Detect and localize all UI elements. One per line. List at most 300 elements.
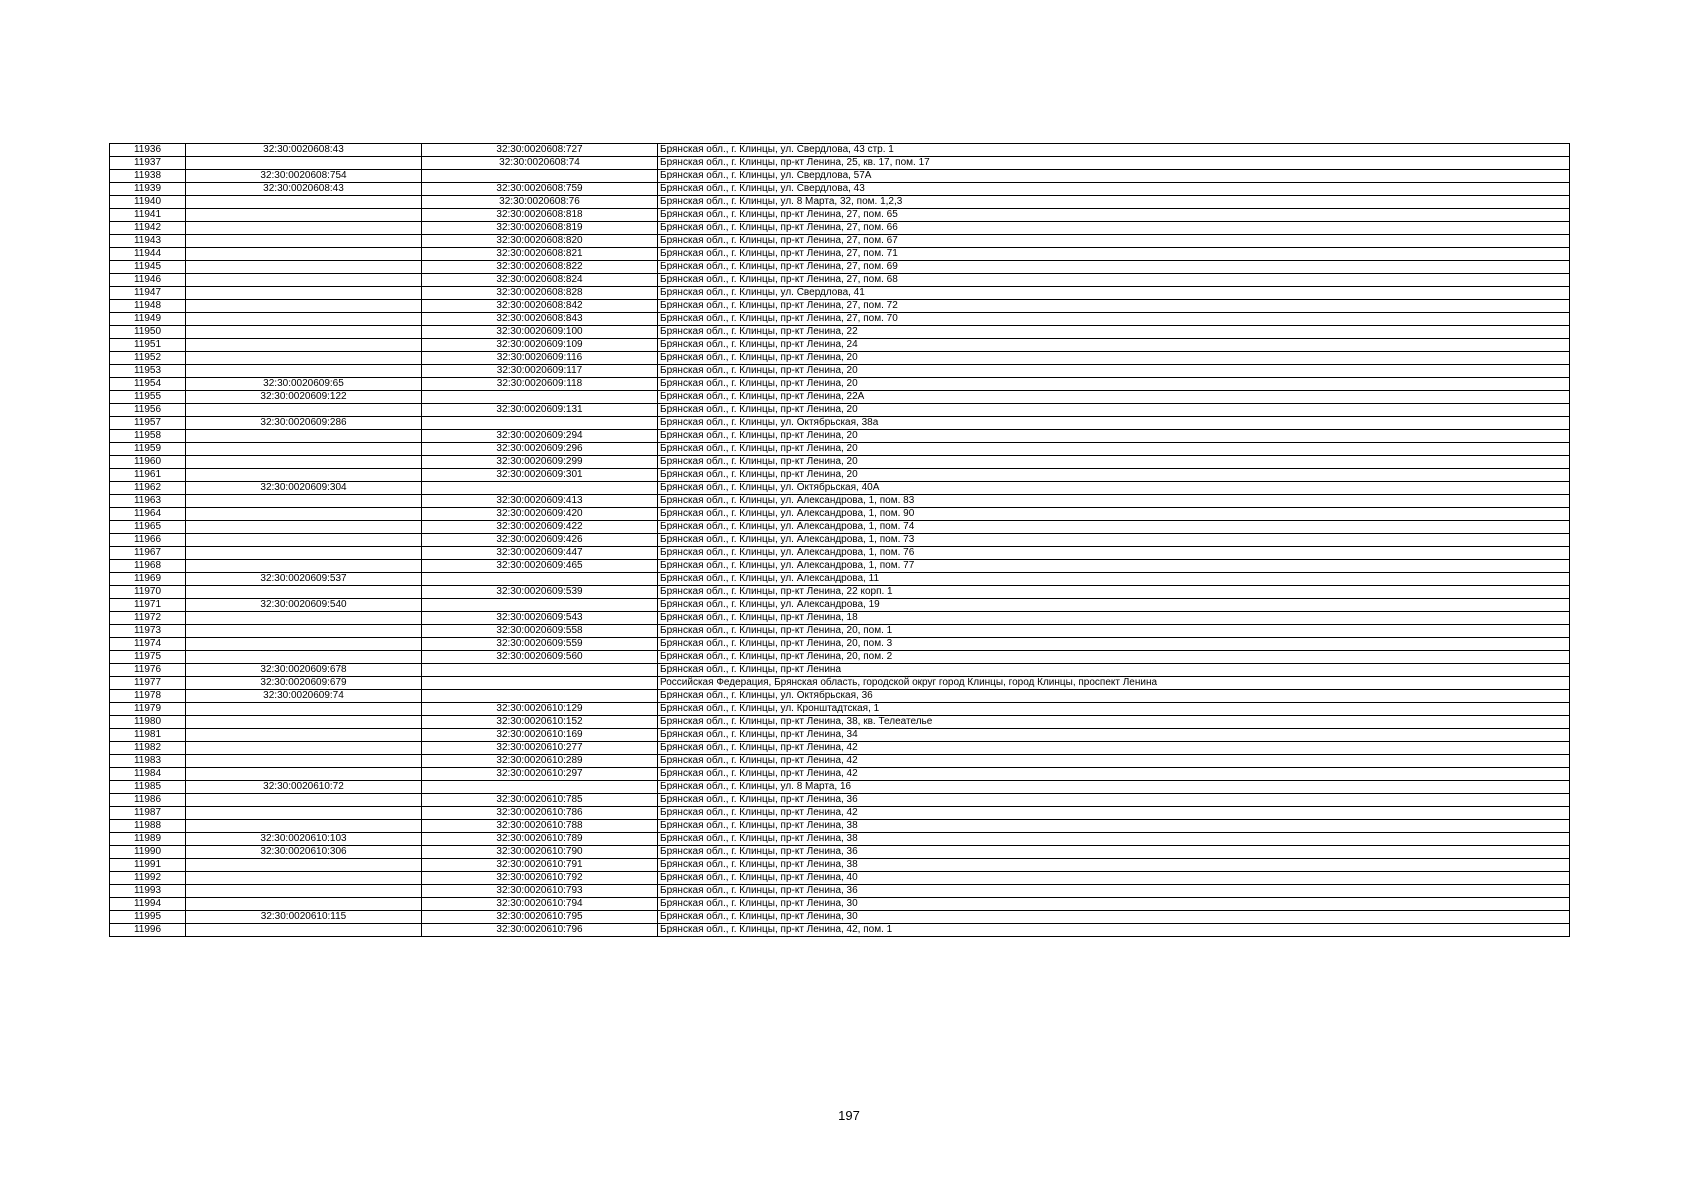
parent-cadastral-number-cell	[186, 235, 422, 248]
parent-cadastral-number-cell	[186, 716, 422, 729]
table-row	[110, 612, 1570, 625]
parent-cadastral-number-cell	[186, 703, 422, 716]
address-cell: Брянская обл., г. Клинцы, пр-кт Ленина, 38	[658, 833, 1570, 846]
cadastral-number-cell: 32:30:0020610:792	[422, 872, 658, 885]
address-cell: Брянская обл., г. Клинцы, пр-кт Ленина, 27, пом. 72	[658, 300, 1570, 313]
address-cell: Брянская обл., г. Клинцы, ул. 8 Марта, 16	[658, 781, 1570, 794]
address-cell: Брянская обл., г. Клинцы, пр-кт Ленина, 20	[658, 404, 1570, 417]
address-cell: Брянская обл., г. Клинцы, пр-кт Ленина, 20, пом. 1	[658, 625, 1570, 638]
table-row	[110, 326, 1570, 339]
parent-cadastral-number-cell	[186, 534, 422, 547]
row-number-cell: 11988	[110, 820, 186, 833]
cadastral-number-cell: 32:30:0020610:297	[422, 768, 658, 781]
parent-cadastral-number-cell	[186, 456, 422, 469]
cadastral-number-cell: 32:30:0020610:129	[422, 703, 658, 716]
address-cell: Брянская обл., г. Клинцы, пр-кт Ленина, 24	[658, 339, 1570, 352]
table-row	[110, 352, 1570, 365]
table-row	[110, 859, 1570, 872]
row-number-cell: 11941	[110, 209, 186, 222]
table-row	[110, 560, 1570, 573]
row-number-cell: 11992	[110, 872, 186, 885]
row-number-cell: 11938	[110, 170, 186, 183]
row-number-cell: 11978	[110, 690, 186, 703]
table-row	[110, 703, 1570, 716]
table-row	[110, 391, 1570, 404]
parent-cadastral-number-cell	[186, 365, 422, 378]
address-cell: Брянская обл., г. Клинцы, ул. Кронштадтская, 1	[658, 703, 1570, 716]
cadastral-number-cell: 32:30:0020610:152	[422, 716, 658, 729]
address-cell: Брянская обл., г. Клинцы, ул. Александрова, 1, пом. 73	[658, 534, 1570, 547]
cadastral-number-cell: 32:30:0020610:795	[422, 911, 658, 924]
row-number-cell: 11936	[110, 144, 186, 157]
address-cell: Брянская обл., г. Клинцы, пр-кт Ленина, 30	[658, 898, 1570, 911]
parent-cadastral-number-cell: 32:30:0020610:103	[186, 833, 422, 846]
cadastral-number-cell: 32:30:0020609:539	[422, 586, 658, 599]
row-number-cell: 11945	[110, 261, 186, 274]
address-cell: Брянская обл., г. Клинцы, ул. Александрова, 19	[658, 599, 1570, 612]
table-row	[110, 365, 1570, 378]
page-number: 197	[838, 1108, 860, 1123]
cadastral-number-cell: 32:30:0020609:294	[422, 430, 658, 443]
table-row	[110, 534, 1570, 547]
table-row	[110, 885, 1570, 898]
address-cell: Брянская обл., г. Клинцы, ул. Октябрьская, 38а	[658, 417, 1570, 430]
cadastral-number-cell	[422, 573, 658, 586]
address-cell: Брянская обл., г. Клинцы, пр-кт Ленина, 25, кв. 17, пом. 17	[658, 157, 1570, 170]
parent-cadastral-number-cell: 32:30:0020610:306	[186, 846, 422, 859]
address-cell: Брянская обл., г. Клинцы, пр-кт Ленина, 20, пом. 2	[658, 651, 1570, 664]
parent-cadastral-number-cell	[186, 222, 422, 235]
cadastral-number-cell: 32:30:0020608:842	[422, 300, 658, 313]
parent-cadastral-number-cell	[186, 469, 422, 482]
address-cell: Брянская обл., г. Клинцы, пр-кт Ленина, 20	[658, 365, 1570, 378]
table-row	[110, 404, 1570, 417]
cadastral-number-cell: 32:30:0020608:828	[422, 287, 658, 300]
row-number-cell: 11954	[110, 378, 186, 391]
table-row	[110, 456, 1570, 469]
cadastral-number-cell: 32:30:0020609:109	[422, 339, 658, 352]
table-row	[110, 469, 1570, 482]
parent-cadastral-number-cell	[186, 612, 422, 625]
table-row	[110, 209, 1570, 222]
address-cell: Брянская обл., г. Клинцы, пр-кт Ленина, 34	[658, 729, 1570, 742]
table-row	[110, 274, 1570, 287]
row-number-cell: 11940	[110, 196, 186, 209]
parent-cadastral-number-cell	[186, 508, 422, 521]
cadastral-number-cell	[422, 599, 658, 612]
cadastral-number-cell: 32:30:0020609:420	[422, 508, 658, 521]
cadastral-number-cell: 32:30:0020609:465	[422, 560, 658, 573]
row-number-cell: 11962	[110, 482, 186, 495]
address-cell: Брянская обл., г. Клинцы, ул. Свердлова, 43	[658, 183, 1570, 196]
address-cell: Брянская обл., г. Клинцы, пр-кт Ленина, 22 корп. 1	[658, 586, 1570, 599]
cadastral-number-cell: 32:30:0020610:794	[422, 898, 658, 911]
row-number-cell: 11949	[110, 313, 186, 326]
parent-cadastral-number-cell	[186, 196, 422, 209]
table-row	[110, 313, 1570, 326]
row-number-cell: 11993	[110, 885, 186, 898]
parent-cadastral-number-cell	[186, 898, 422, 911]
table-row	[110, 339, 1570, 352]
address-cell: Брянская обл., г. Клинцы, ул. Свердлова, 43 стр. 1	[658, 144, 1570, 157]
table-row	[110, 170, 1570, 183]
address-cell: Брянская обл., г. Клинцы, пр-кт Ленина, 30	[658, 911, 1570, 924]
parent-cadastral-number-cell	[186, 261, 422, 274]
row-number-cell: 11937	[110, 157, 186, 170]
cadastral-number-cell: 32:30:0020608:819	[422, 222, 658, 235]
row-number-cell: 11939	[110, 183, 186, 196]
cadastral-number-cell: 32:30:0020608:759	[422, 183, 658, 196]
address-cell: Брянская обл., г. Клинцы, пр-кт Ленина, 42	[658, 755, 1570, 768]
address-cell: Брянская обл., г. Клинцы, пр-кт Ленина, 27, пом. 68	[658, 274, 1570, 287]
parent-cadastral-number-cell	[186, 742, 422, 755]
cadastral-number-cell	[422, 391, 658, 404]
parent-cadastral-number-cell	[186, 924, 422, 937]
table-row	[110, 482, 1570, 495]
cadastral-number-cell: 32:30:0020610:169	[422, 729, 658, 742]
parent-cadastral-number-cell	[186, 638, 422, 651]
row-number-cell: 11968	[110, 560, 186, 573]
cadastral-number-cell: 32:30:0020610:790	[422, 846, 658, 859]
table-row	[110, 508, 1570, 521]
address-cell: Брянская обл., г. Клинцы, пр-кт Ленина, 38	[658, 820, 1570, 833]
table-row	[110, 755, 1570, 768]
table-row	[110, 196, 1570, 209]
table-row	[110, 716, 1570, 729]
parent-cadastral-number-cell: 32:30:0020610:115	[186, 911, 422, 924]
address-cell: Брянская обл., г. Клинцы, пр-кт Ленина, 20	[658, 456, 1570, 469]
parent-cadastral-number-cell	[186, 495, 422, 508]
address-cell: Брянская обл., г. Клинцы, пр-кт Ленина, 27, пом. 69	[658, 261, 1570, 274]
parent-cadastral-number-cell	[186, 287, 422, 300]
row-number-cell: 11995	[110, 911, 186, 924]
cadastral-number-cell: 32:30:0020609:413	[422, 495, 658, 508]
cadastral-number-cell: 32:30:0020608:822	[422, 261, 658, 274]
address-cell: Брянская обл., г. Клинцы, пр-кт Ленина, 20	[658, 430, 1570, 443]
table-row	[110, 768, 1570, 781]
table-row	[110, 677, 1570, 690]
address-cell: Брянская обл., г. Клинцы, пр-кт Ленина, 20	[658, 378, 1570, 391]
address-cell: Брянская обл., г. Клинцы, ул. Октябрьская, 40А	[658, 482, 1570, 495]
parent-cadastral-number-cell	[186, 755, 422, 768]
parent-cadastral-number-cell: 32:30:0020609:65	[186, 378, 422, 391]
parent-cadastral-number-cell	[186, 313, 422, 326]
table-row	[110, 664, 1570, 677]
table-row	[110, 625, 1570, 638]
row-number-cell: 11984	[110, 768, 186, 781]
parent-cadastral-number-cell	[186, 872, 422, 885]
parent-cadastral-number-cell: 32:30:0020608:43	[186, 183, 422, 196]
row-number-cell: 11964	[110, 508, 186, 521]
cadastral-number-cell: 32:30:0020609:117	[422, 365, 658, 378]
table-row	[110, 547, 1570, 560]
parent-cadastral-number-cell	[186, 430, 422, 443]
address-cell: Брянская обл., г. Клинцы, пр-кт Ленина, 42	[658, 807, 1570, 820]
parent-cadastral-number-cell	[186, 794, 422, 807]
cadastral-number-cell: 32:30:0020609:558	[422, 625, 658, 638]
table-row	[110, 807, 1570, 820]
table-row	[110, 261, 1570, 274]
address-cell: Брянская обл., г. Клинцы, пр-кт Ленина, 42	[658, 742, 1570, 755]
table-row	[110, 846, 1570, 859]
parent-cadastral-number-cell	[186, 885, 422, 898]
cadastral-number-cell: 32:30:0020610:789	[422, 833, 658, 846]
table-row	[110, 430, 1570, 443]
row-number-cell: 11975	[110, 651, 186, 664]
cadastral-number-cell: 32:30:0020609:543	[422, 612, 658, 625]
row-number-cell: 11986	[110, 794, 186, 807]
parent-cadastral-number-cell	[186, 248, 422, 261]
table-row	[110, 235, 1570, 248]
parent-cadastral-number-cell: 32:30:0020609:74	[186, 690, 422, 703]
table-row	[110, 742, 1570, 755]
row-number-cell: 11963	[110, 495, 186, 508]
table-row	[110, 521, 1570, 534]
parent-cadastral-number-cell: 32:30:0020608:43	[186, 144, 422, 157]
table-row	[110, 638, 1570, 651]
address-cell: Брянская обл., г. Клинцы, ул. Свердлова, 57А	[658, 170, 1570, 183]
address-cell: Брянская обл., г. Клинцы, ул. Александрова, 1, пом. 74	[658, 521, 1570, 534]
address-cell: Брянская обл., г. Клинцы, пр-кт Ленина, 38	[658, 859, 1570, 872]
parent-cadastral-number-cell	[186, 859, 422, 872]
parent-cadastral-number-cell	[186, 560, 422, 573]
address-cell: Российская Федерация, Брянская область, городской округ город Клинцы, город Клинцы, проспект Ленина	[658, 677, 1570, 690]
row-number-cell: 11994	[110, 898, 186, 911]
cadastral-table	[109, 143, 1570, 937]
cadastral-number-cell: 32:30:0020608:821	[422, 248, 658, 261]
row-number-cell: 11953	[110, 365, 186, 378]
address-cell: Брянская обл., г. Клинцы, ул. 8 Марта, 32, пом. 1,2,3	[658, 196, 1570, 209]
parent-cadastral-number-cell	[186, 443, 422, 456]
address-cell: Брянская обл., г. Клинцы, пр-кт Ленина, 27, пом. 65	[658, 209, 1570, 222]
table-row	[110, 651, 1570, 664]
address-cell: Брянская обл., г. Клинцы, пр-кт Ленина, 36	[658, 885, 1570, 898]
table-row	[110, 794, 1570, 807]
cadastral-number-cell: 32:30:0020610:796	[422, 924, 658, 937]
row-number-cell: 11985	[110, 781, 186, 794]
row-number-cell: 11983	[110, 755, 186, 768]
parent-cadastral-number-cell	[186, 547, 422, 560]
cadastral-number-cell	[422, 417, 658, 430]
address-cell: Брянская обл., г. Клинцы, пр-кт Ленина, 22А	[658, 391, 1570, 404]
cadastral-number-cell: 32:30:0020609:118	[422, 378, 658, 391]
parent-cadastral-number-cell	[186, 326, 422, 339]
table-row	[110, 586, 1570, 599]
cadastral-number-cell: 32:30:0020609:426	[422, 534, 658, 547]
row-number-cell: 11973	[110, 625, 186, 638]
table-row	[110, 183, 1570, 196]
row-number-cell: 11966	[110, 534, 186, 547]
cadastral-number-cell: 32:30:0020608:76	[422, 196, 658, 209]
cadastral-number-cell: 32:30:0020608:843	[422, 313, 658, 326]
address-cell: Брянская обл., г. Клинцы, ул. Александрова, 1, пом. 90	[658, 508, 1570, 521]
cadastral-number-cell: 32:30:0020608:74	[422, 157, 658, 170]
row-number-cell: 11955	[110, 391, 186, 404]
row-number-cell: 11982	[110, 742, 186, 755]
cadastral-number-cell: 32:30:0020608:818	[422, 209, 658, 222]
table-row	[110, 781, 1570, 794]
cadastral-number-cell: 32:30:0020609:296	[422, 443, 658, 456]
cadastral-number-cell	[422, 781, 658, 794]
table-row	[110, 690, 1570, 703]
row-number-cell: 11971	[110, 599, 186, 612]
row-number-cell: 11952	[110, 352, 186, 365]
address-cell: Брянская обл., г. Клинцы, пр-кт Ленина, 36	[658, 794, 1570, 807]
parent-cadastral-number-cell	[186, 209, 422, 222]
cadastral-number-cell: 32:30:0020609:131	[422, 404, 658, 417]
row-number-cell: 11967	[110, 547, 186, 560]
table-row	[110, 820, 1570, 833]
address-cell: Брянская обл., г. Клинцы, пр-кт Ленина	[658, 664, 1570, 677]
address-cell: Брянская обл., г. Клинцы, пр-кт Ленина, 42, пом. 1	[658, 924, 1570, 937]
address-cell: Брянская обл., г. Клинцы, пр-кт Ленина, 20	[658, 443, 1570, 456]
parent-cadastral-number-cell	[186, 157, 422, 170]
parent-cadastral-number-cell	[186, 404, 422, 417]
cadastral-number-cell: 32:30:0020609:560	[422, 651, 658, 664]
row-number-cell: 11972	[110, 612, 186, 625]
parent-cadastral-number-cell: 32:30:0020609:540	[186, 599, 422, 612]
parent-cadastral-number-cell	[186, 586, 422, 599]
row-number-cell: 11987	[110, 807, 186, 820]
row-number-cell: 11944	[110, 248, 186, 261]
parent-cadastral-number-cell	[186, 729, 422, 742]
row-number-cell: 11957	[110, 417, 186, 430]
address-cell: Брянская обл., г. Клинцы, пр-кт Ленина, 27, пом. 71	[658, 248, 1570, 261]
address-cell: Брянская обл., г. Клинцы, пр-кт Ленина, 20, пом. 3	[658, 638, 1570, 651]
row-number-cell: 11996	[110, 924, 186, 937]
parent-cadastral-number-cell	[186, 820, 422, 833]
parent-cadastral-number-cell	[186, 651, 422, 664]
address-cell: Брянская обл., г. Клинцы, пр-кт Ленина, 20	[658, 352, 1570, 365]
parent-cadastral-number-cell	[186, 300, 422, 313]
cadastral-number-cell: 32:30:0020610:788	[422, 820, 658, 833]
parent-cadastral-number-cell	[186, 768, 422, 781]
row-number-cell: 11970	[110, 586, 186, 599]
parent-cadastral-number-cell: 32:30:0020608:754	[186, 170, 422, 183]
table-row	[110, 248, 1570, 261]
address-cell: Брянская обл., г. Клинцы, пр-кт Ленина, 18	[658, 612, 1570, 625]
cadastral-number-cell: 32:30:0020609:116	[422, 352, 658, 365]
row-number-cell: 11958	[110, 430, 186, 443]
cadastral-number-cell: 32:30:0020608:820	[422, 235, 658, 248]
table-row	[110, 495, 1570, 508]
cadastral-number-cell: 32:30:0020608:824	[422, 274, 658, 287]
address-cell: Брянская обл., г. Клинцы, ул. Александрова, 11	[658, 573, 1570, 586]
cadastral-number-cell: 32:30:0020608:727	[422, 144, 658, 157]
row-number-cell: 11961	[110, 469, 186, 482]
cadastral-number-cell	[422, 690, 658, 703]
parent-cadastral-number-cell	[186, 521, 422, 534]
address-cell: Брянская обл., г. Клинцы, пр-кт Ленина, 22	[658, 326, 1570, 339]
address-cell: Брянская обл., г. Клинцы, пр-кт Ленина, 40	[658, 872, 1570, 885]
address-cell: Брянская обл., г. Клинцы, ул. Александрова, 1, пом. 83	[658, 495, 1570, 508]
parent-cadastral-number-cell: 32:30:0020610:72	[186, 781, 422, 794]
row-number-cell: 11948	[110, 300, 186, 313]
table-row	[110, 300, 1570, 313]
address-cell: Брянская обл., г. Клинцы, ул. Свердлова, 41	[658, 287, 1570, 300]
address-cell: Брянская обл., г. Клинцы, пр-кт Ленина, 27, пом. 66	[658, 222, 1570, 235]
address-cell: Брянская обл., г. Клинцы, ул. Александрова, 1, пом. 76	[658, 547, 1570, 560]
parent-cadastral-number-cell: 32:30:0020609:679	[186, 677, 422, 690]
table-row	[110, 911, 1570, 924]
row-number-cell: 11942	[110, 222, 186, 235]
row-number-cell: 11965	[110, 521, 186, 534]
cadastral-number-cell: 32:30:0020610:785	[422, 794, 658, 807]
table-row	[110, 157, 1570, 170]
table-row	[110, 573, 1570, 586]
table-row	[110, 898, 1570, 911]
parent-cadastral-number-cell: 32:30:0020609:537	[186, 573, 422, 586]
cadastral-number-cell	[422, 664, 658, 677]
cadastral-number-cell	[422, 170, 658, 183]
row-number-cell: 11956	[110, 404, 186, 417]
row-number-cell: 11981	[110, 729, 186, 742]
parent-cadastral-number-cell: 32:30:0020609:286	[186, 417, 422, 430]
cadastral-number-cell: 32:30:0020609:559	[422, 638, 658, 651]
parent-cadastral-number-cell	[186, 274, 422, 287]
row-number-cell: 11951	[110, 339, 186, 352]
cadastral-number-cell: 32:30:0020609:100	[422, 326, 658, 339]
parent-cadastral-number-cell	[186, 352, 422, 365]
address-cell: Брянская обл., г. Клинцы, пр-кт Ленина, 42	[658, 768, 1570, 781]
address-cell: Брянская обл., г. Клинцы, пр-кт Ленина, 27, пом. 70	[658, 313, 1570, 326]
table-row	[110, 417, 1570, 430]
table-row	[110, 443, 1570, 456]
table-row	[110, 833, 1570, 846]
parent-cadastral-number-cell	[186, 339, 422, 352]
table-row	[110, 729, 1570, 742]
row-number-cell: 11960	[110, 456, 186, 469]
address-cell: Брянская обл., г. Клинцы, пр-кт Ленина, 20	[658, 469, 1570, 482]
row-number-cell: 11991	[110, 859, 186, 872]
cadastral-number-cell: 32:30:0020609:447	[422, 547, 658, 560]
table-row	[110, 599, 1570, 612]
table-row	[110, 872, 1570, 885]
address-cell: Брянская обл., г. Клинцы, ул. Октябрьская, 36	[658, 690, 1570, 703]
row-number-cell: 11989	[110, 833, 186, 846]
address-cell: Брянская обл., г. Клинцы, пр-кт Ленина, 36	[658, 846, 1570, 859]
parent-cadastral-number-cell: 32:30:0020609:678	[186, 664, 422, 677]
table-row	[110, 144, 1570, 157]
cadastral-number-cell: 32:30:0020610:791	[422, 859, 658, 872]
table-row	[110, 378, 1570, 391]
cadastral-number-cell	[422, 677, 658, 690]
cadastral-number-cell: 32:30:0020610:793	[422, 885, 658, 898]
parent-cadastral-number-cell: 32:30:0020609:122	[186, 391, 422, 404]
table-row	[110, 287, 1570, 300]
cadastral-number-cell: 32:30:0020610:786	[422, 807, 658, 820]
parent-cadastral-number-cell	[186, 625, 422, 638]
table-body	[110, 144, 1570, 937]
address-cell: Брянская обл., г. Клинцы, пр-кт Ленина, 27, пом. 67	[658, 235, 1570, 248]
cadastral-number-cell: 32:30:0020609:422	[422, 521, 658, 534]
cadastral-number-cell: 32:30:0020609:299	[422, 456, 658, 469]
address-cell: Брянская обл., г. Клинцы, ул. Александрова, 1, пом. 77	[658, 560, 1570, 573]
table-row	[110, 222, 1570, 235]
row-number-cell: 11979	[110, 703, 186, 716]
row-number-cell: 11969	[110, 573, 186, 586]
parent-cadastral-number-cell: 32:30:0020609:304	[186, 482, 422, 495]
address-cell: Брянская обл., г. Клинцы, пр-кт Ленина, 38, кв. Телеателье	[658, 716, 1570, 729]
row-number-cell: 11977	[110, 677, 186, 690]
row-number-cell: 11946	[110, 274, 186, 287]
table-row	[110, 924, 1570, 937]
row-number-cell: 11943	[110, 235, 186, 248]
cadastral-number-cell: 32:30:0020609:301	[422, 469, 658, 482]
cadastral-number-cell	[422, 482, 658, 495]
row-number-cell: 11950	[110, 326, 186, 339]
row-number-cell: 11974	[110, 638, 186, 651]
